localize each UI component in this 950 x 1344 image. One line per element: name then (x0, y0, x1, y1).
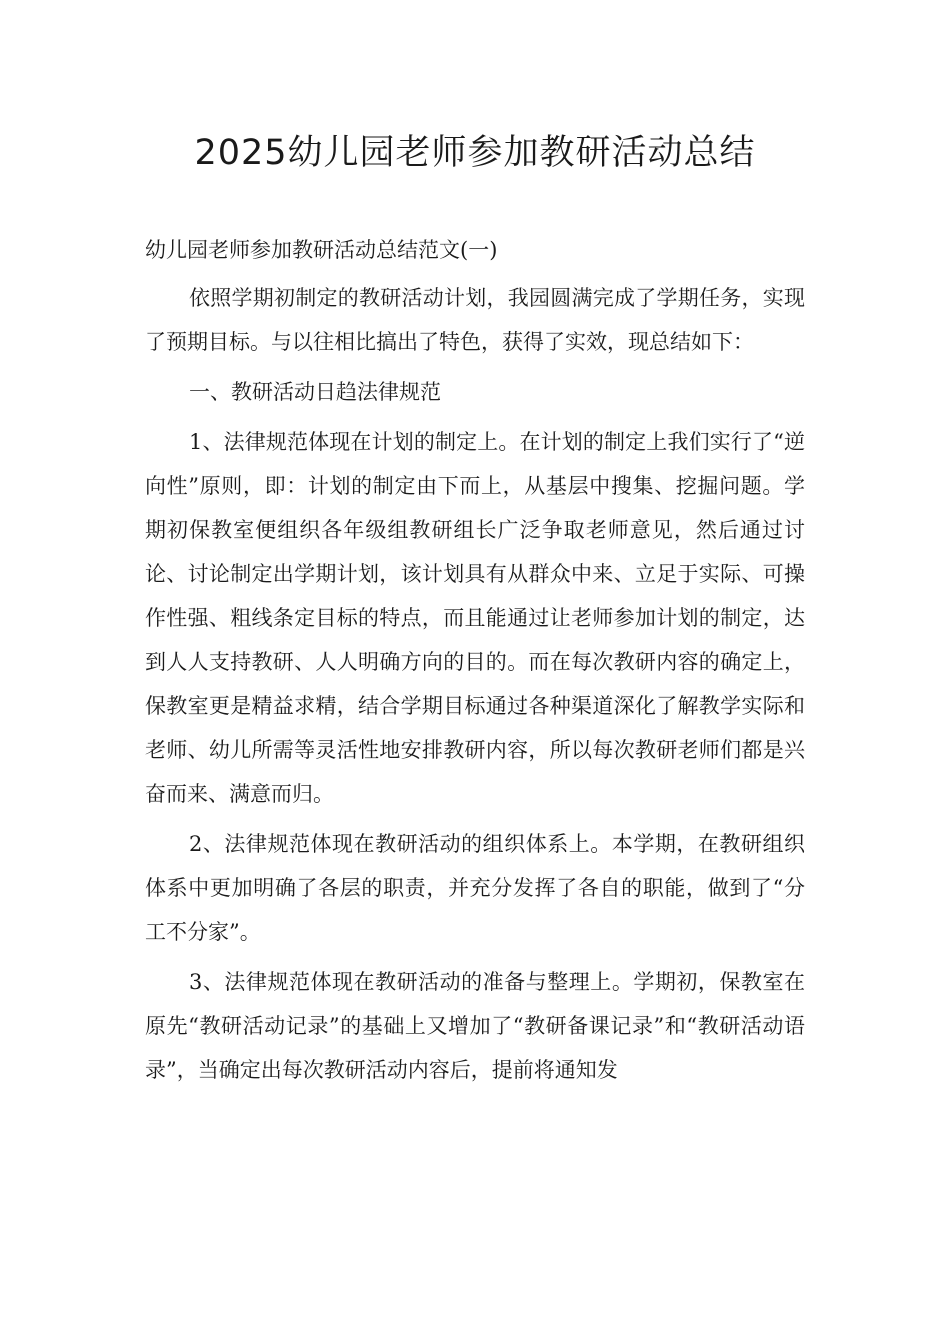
paragraph-point-3: 3、法律规范体现在教研活动的准备与整理上。学期初，保教室在原先“教研活动记录”的基础上又增加了“教研备课记录”和“教研活动语录”，当确定出每次教研活动内容后，提前将通知发 (145, 970, 805, 1082)
document-subtitle: 幼儿园老师参加教研活动总结范文(一) (145, 238, 498, 262)
paragraph-intro: 依照学期初制定的教研活动计划，我园圆满完成了学期任务，实现了预期目标。与以往相比搞出了特色，获得了实效，现总结如下： (145, 286, 805, 354)
paragraph-point-2: 2、法律规范体现在教研活动的组织体系上。本学期，在教研组织体系中更加明确了各层的职责，并充分发挥了各自的职能，做到了“分工不分家”。 (145, 832, 805, 944)
document-title: 2025幼儿园老师参加教研活动总结 (194, 133, 756, 173)
document-body (145, 228, 805, 1098)
paragraph-point-1: 1、法律规范体现在计划的制定上。在计划的制定上我们实行了“逆向性”原则，即：计划的制定由下而上，从基层中搜集、挖掘问题。学期初保教室便组织各年级组教研组长广泛争取老师意见，然后通过讨论、讨论制定出学期计划，该计划具有从群众中来、立足于实际、可操作性强、粗线条定目标的特点，而且能通过让老师参加计划的制定，达到人人支持教研、人人明确方向的目的。而在每次教研内容的确定上，保教室更是精益求精，结合学期目标通过各种渠道深化了解教学实际和老师、幼儿所需等灵活性地安排教研内容，所以每次教研老师们都是兴奋而来、满意而归。 (145, 430, 805, 806)
section-heading-1: 一、教研活动日趋法律规范 (189, 380, 441, 404)
